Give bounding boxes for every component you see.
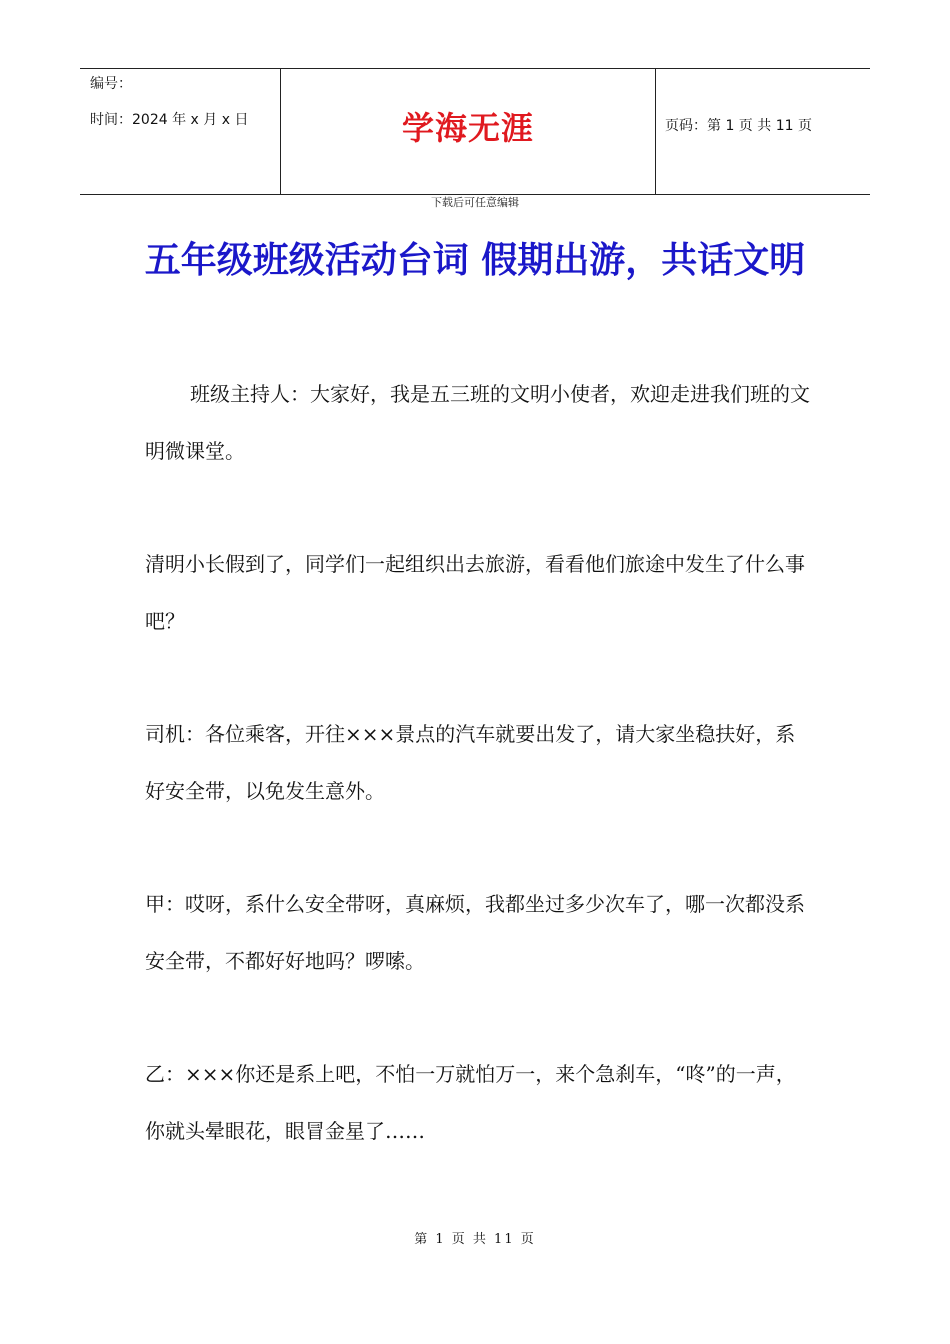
document-body (145, 366, 815, 1216)
page-footer: 第 1 页 共 11 页 (414, 1232, 536, 1247)
header-left-cell (80, 69, 280, 194)
paragraph-narration: 清明小长假到了，同学们一起组织出去旅游，看看他们旅途中发生了什么事吧？ (145, 552, 805, 633)
header-table (80, 68, 870, 195)
number-label: 编号： (90, 76, 132, 92)
document-title: 五年级班级活动台词 假期出游，共话文明 (144, 240, 806, 281)
brand-title: 学海无涯 (401, 109, 534, 147)
header-right-cell (655, 69, 870, 194)
paragraph-student-b: 乙：×××你还是系上吧，不怕一万就怕万一，来个急刹车，“咚”的一声，你就头晕眼花，眼冒金星了…… (145, 1062, 796, 1143)
time-label: 时间：2024 年 x 月 x 日 (90, 112, 249, 128)
header-middle-cell (280, 69, 656, 194)
download-note: 下载后可任意编辑 (431, 196, 519, 209)
paragraph-host-intro: 班级主持人：大家好，我是五三班的文明小使者，欢迎走进我们班的文明微课堂。 (145, 382, 810, 463)
page-info: 页码：第 1 页 共 11 页 (665, 118, 812, 134)
paragraph-driver: 司机：各位乘客，开往×××景点的汽车就要出发了，请大家坐稳扶好，系好安全带，以免发生意外。 (145, 722, 796, 803)
paragraph-student-a: 甲：哎呀，系什么安全带呀，真麻烦，我都坐过多少次车了，哪一次都没系安全带，不都好好地吗？啰嗦。 (145, 892, 805, 973)
